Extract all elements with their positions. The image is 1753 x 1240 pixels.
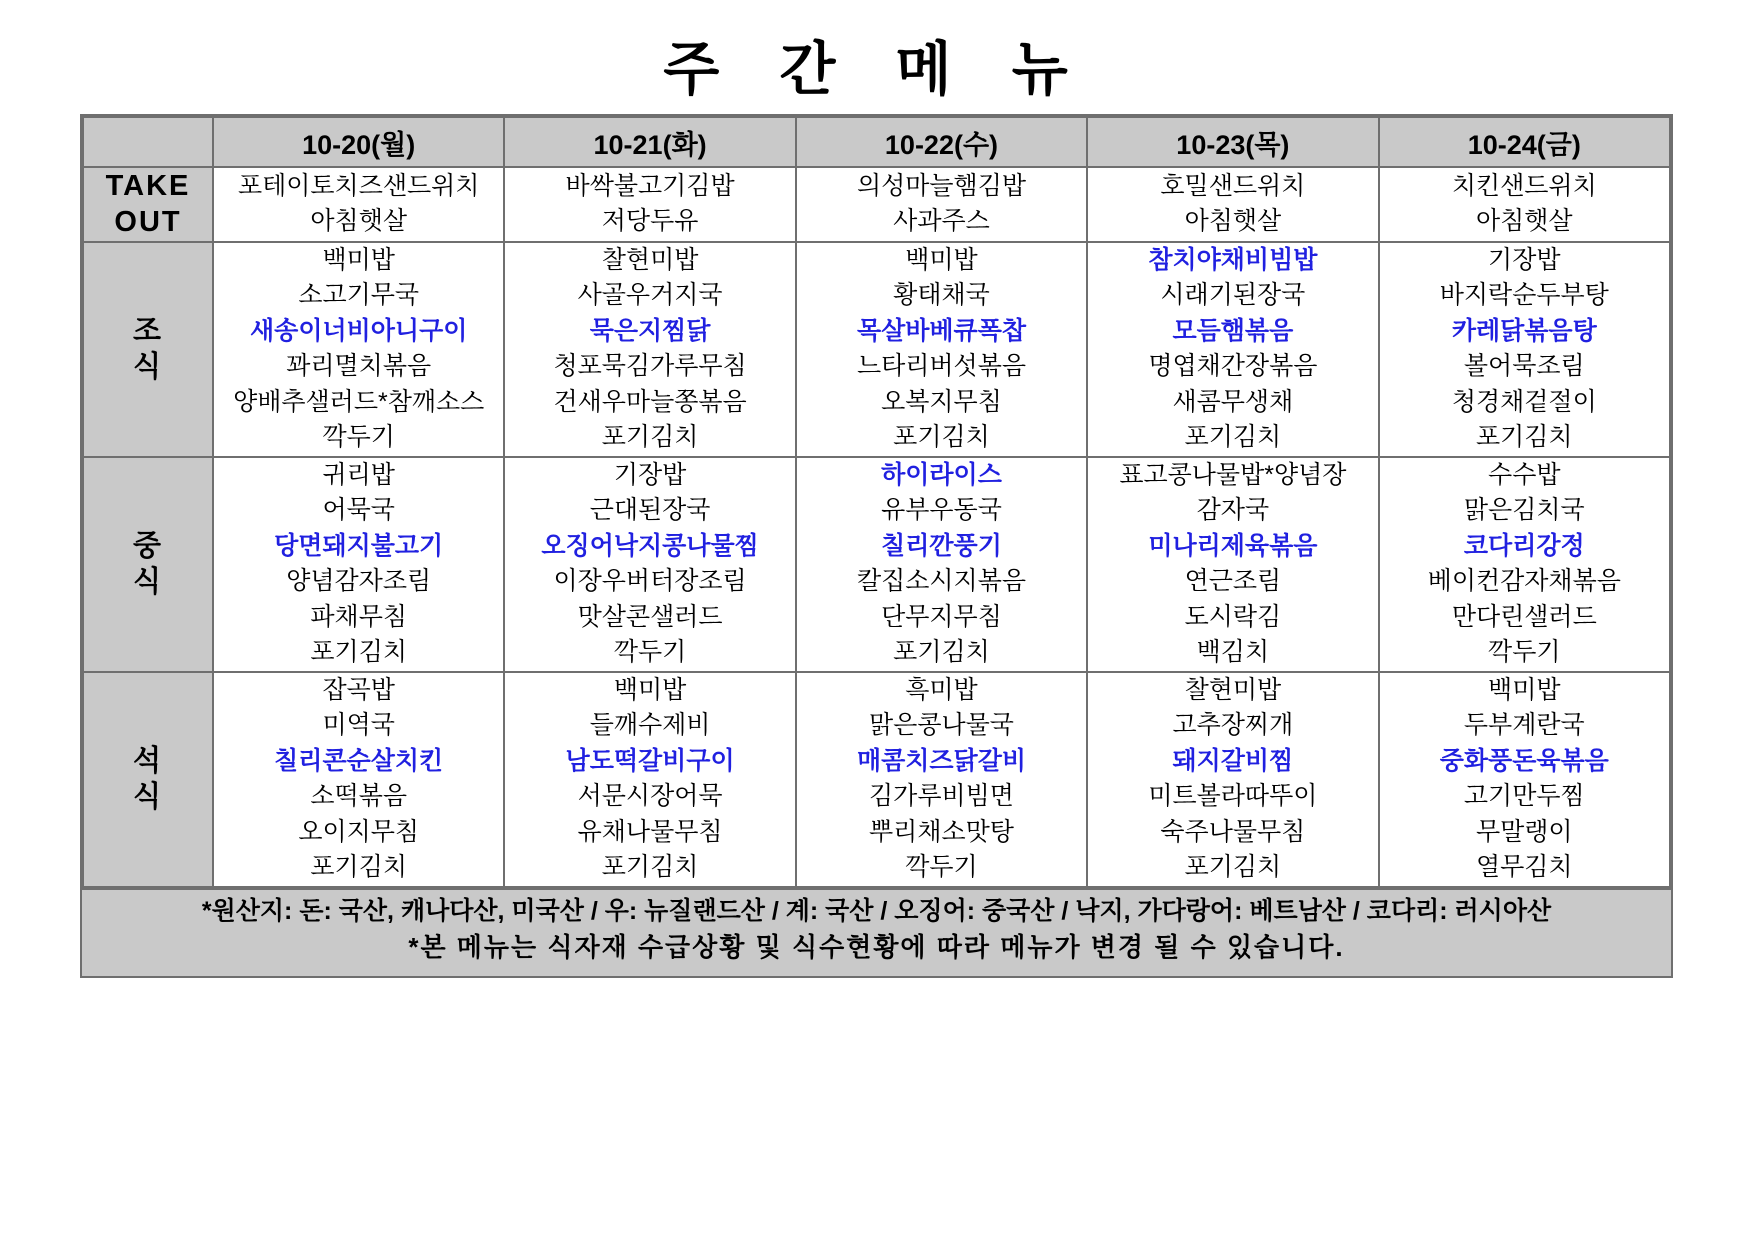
cell-dinner-mon [213, 672, 504, 887]
cell-lunch-thu [1087, 457, 1378, 672]
row-label-breakfast [83, 242, 213, 457]
dish: 미트볼라따뚜이 [1148, 782, 1318, 810]
dish: 포기김치 [893, 423, 990, 451]
dish: 단무지무침 [881, 602, 1002, 631]
dish: 포기김치 [310, 853, 407, 881]
dish: 이장우버터장조림 [553, 567, 747, 595]
origin-note: *원산지: 돈: 국산, 캐나다산, 미국산 / 우: 뉴질랜드산 / 계: 국산 / 오징어: 중국산 / 낙지, 가다랑어: 베트남산 / 코다리: 러시아산 [201, 896, 1552, 925]
dish: 도시락김 [1184, 602, 1282, 631]
dish-highlight: 하이라이스 [881, 460, 1002, 489]
dish: 들깨수제비 [589, 711, 711, 739]
dish: 사과주스 [893, 207, 990, 236]
dish: 느타리버섯볶음 [856, 352, 1026, 380]
dish-highlight: 남도떡갈비구이 [565, 746, 735, 775]
dish: 건새우마늘쫑볶음 [553, 387, 747, 416]
table-body [83, 167, 1670, 887]
dish-highlight: 매콤치즈닭갈비 [856, 746, 1026, 775]
day-header-3: 10-23(목) [1087, 117, 1378, 167]
dish: 베이컨감자채볶음 [1427, 567, 1621, 595]
dish: 파채무침 [310, 602, 407, 631]
dish-highlight: 당면돼지불고기 [274, 531, 444, 560]
dish: 고추장찌개 [1172, 711, 1294, 739]
dish: 백김치 [1196, 638, 1270, 666]
table-row [83, 672, 1670, 887]
dish: 시래기된장국 [1160, 281, 1306, 309]
dish: 어묵국 [322, 496, 395, 524]
dish: 맑은김치국 [1463, 496, 1585, 524]
dish: 아침햇살 [310, 207, 407, 236]
row-label-line2: 식 [132, 781, 163, 813]
dish: 아침햇살 [1475, 207, 1573, 236]
table-row [83, 167, 1670, 242]
cell-breakfast-thu [1087, 242, 1378, 457]
dish: 수수밥 [1488, 460, 1561, 489]
dish: 유부우동국 [881, 496, 1002, 524]
cell-takeout-mon [213, 167, 504, 242]
dish: 포기김치 [1184, 423, 1282, 451]
dish: 치킨샌드위치 [1451, 171, 1597, 200]
menu-table-container [80, 114, 1673, 890]
dish: 서문시장어묵 [577, 782, 723, 810]
cell-takeout-thu [1087, 167, 1378, 242]
cell-dinner-tue [504, 672, 795, 887]
cell-dinner-fri [1379, 672, 1670, 887]
dish: 김가루비빔면 [869, 782, 1014, 810]
cell-takeout-wed [796, 167, 1087, 242]
dish: 찰현미밥 [601, 245, 699, 274]
dish: 아침햇살 [1184, 207, 1282, 236]
cell-dinner-thu [1087, 672, 1378, 887]
cell-takeout-fri [1379, 167, 1670, 242]
dish: 저당두유 [601, 207, 699, 236]
dish: 호밀샌드위치 [1160, 171, 1306, 200]
cell-lunch-wed [796, 457, 1087, 672]
dish: 미역국 [322, 711, 395, 739]
dish: 깍두기 [905, 853, 978, 881]
dish-highlight: 참치야채비빔밥 [1148, 245, 1318, 274]
day-header-1: 10-21(화) [504, 117, 795, 167]
cell-breakfast-wed [796, 242, 1087, 457]
dish: 백미밥 [1488, 675, 1561, 704]
dish: 양념감자조림 [286, 567, 432, 595]
dish: 뿌리채소맛탕 [869, 817, 1014, 846]
dish: 맛살콘샐러드 [577, 602, 723, 631]
row-label-line1: 조 [132, 314, 163, 347]
dish: 칼집소시지볶음 [856, 567, 1026, 595]
row-label-line2: OUT [114, 206, 182, 239]
dish: 백미밥 [613, 675, 687, 704]
cell-lunch-fri [1379, 457, 1670, 672]
dish: 맑은콩나물국 [869, 711, 1014, 739]
dish: 기장밥 [613, 460, 687, 489]
dish: 귀리밥 [322, 460, 395, 489]
dish: 소떡볶음 [310, 782, 407, 810]
weekly-menu-table [82, 116, 1671, 888]
dish: 깍두기 [613, 638, 687, 666]
dish: 명엽채간장볶음 [1148, 352, 1318, 380]
dish: 근대된장국 [589, 496, 711, 524]
footer-notes [80, 890, 1673, 979]
row-label-line1: 중 [132, 529, 163, 562]
row-label-line1: 석 [132, 744, 163, 777]
dish-highlight: 오징어낙지콩나물찜 [541, 531, 759, 560]
dish: 포기김치 [601, 423, 699, 451]
row-label-lunch [83, 457, 213, 672]
table-row [83, 457, 1670, 672]
day-header-2: 10-22(수) [796, 117, 1087, 167]
row-label-dinner [83, 672, 213, 887]
dish: 바지락순두부탕 [1439, 281, 1609, 309]
dish: 황태채국 [893, 281, 990, 309]
dish: 깍두기 [1488, 638, 1561, 666]
dish: 바싹불고기김밥 [565, 171, 735, 200]
dish-highlight: 칠리콘순살치킨 [274, 746, 444, 775]
dish: 새콤무생채 [1172, 387, 1294, 416]
menu-change-note: *본 메뉴는 식자재 수급상황 및 식수현황에 따라 메뉴가 변경 될 수 있습니다. [408, 931, 1345, 962]
dish: 포기김치 [310, 638, 407, 666]
dish: 양배추샐러드*참깨소스 [233, 387, 485, 416]
dish: 표고콩나물밥*양념장 [1119, 460, 1347, 489]
cell-breakfast-mon [213, 242, 504, 457]
dish: 만다린샐러드 [1451, 602, 1597, 631]
dish: 포기김치 [893, 638, 990, 666]
cell-breakfast-tue [504, 242, 795, 457]
dish-highlight: 중화풍돈육볶음 [1439, 746, 1609, 775]
table-head [83, 117, 1670, 167]
dish-highlight: 목살바베큐폭찹 [856, 316, 1026, 345]
table-row [83, 242, 1670, 457]
dish: 볼어묵조림 [1463, 352, 1585, 380]
dish: 감자국 [1196, 496, 1270, 524]
dish: 기장밥 [1488, 245, 1561, 274]
dish: 백미밥 [322, 245, 395, 274]
dish: 숙주나물무침 [1160, 817, 1306, 846]
dish-highlight: 미나리제육볶음 [1148, 531, 1318, 560]
day-header-4: 10-24(금) [1379, 117, 1670, 167]
dish: 잡곡밥 [322, 675, 395, 704]
dish: 찰현미밥 [1184, 675, 1282, 704]
dish-highlight: 묵은지찜닭 [589, 316, 711, 345]
dish: 오이지무침 [298, 817, 420, 846]
dish: 소고기무국 [298, 281, 420, 309]
corner-cell [83, 117, 213, 167]
dish: 사골우거지국 [577, 281, 723, 309]
cell-dinner-wed [796, 672, 1087, 887]
dish: 유채나물무침 [577, 817, 723, 846]
dish-highlight: 새송이너비아니구이 [250, 316, 468, 345]
row-label-line2: 식 [132, 566, 163, 598]
dish-highlight: 코다리강정 [1463, 531, 1585, 560]
row-label-takeout [83, 167, 213, 242]
dish: 포기김치 [1184, 853, 1282, 881]
header-row [83, 117, 1670, 167]
row-label-line2: 식 [132, 351, 163, 383]
dish: 포기김치 [1475, 423, 1573, 451]
dish: 깍두기 [322, 423, 395, 451]
cell-lunch-tue [504, 457, 795, 672]
day-header-0: 10-20(월) [213, 117, 504, 167]
dish: 고기만두찜 [1463, 782, 1585, 810]
dish: 무말랭이 [1475, 817, 1573, 846]
dish: 연근조림 [1184, 567, 1282, 595]
page-title: 주 간 메 뉴 [663, 37, 1090, 102]
dish: 포기김치 [601, 853, 699, 881]
dish: 두부계란국 [1463, 711, 1585, 739]
dish: 열무김치 [1475, 853, 1573, 881]
dish: 청포묵김가루무침 [553, 352, 747, 380]
dish: 꽈리멸치볶음 [286, 352, 432, 380]
dish: 흑미밥 [905, 675, 978, 704]
row-label-line1: TAKE [105, 170, 191, 202]
dish-highlight: 돼지갈비찜 [1172, 746, 1294, 775]
dish: 포테이토치즈샌드위치 [237, 171, 480, 200]
dish: 청경채겉절이 [1451, 387, 1597, 416]
dish-highlight: 칠리깐풍기 [881, 531, 1002, 560]
dish-highlight: 카레닭볶음탕 [1451, 316, 1597, 345]
cell-lunch-mon [213, 457, 504, 672]
dish: 의성마늘햄김밥 [856, 171, 1026, 200]
dish-highlight: 모듬햄볶음 [1172, 316, 1294, 345]
cell-breakfast-fri [1379, 242, 1670, 457]
dish: 백미밥 [905, 245, 978, 274]
dish: 오복지무침 [881, 387, 1002, 416]
cell-takeout-tue [504, 167, 795, 242]
